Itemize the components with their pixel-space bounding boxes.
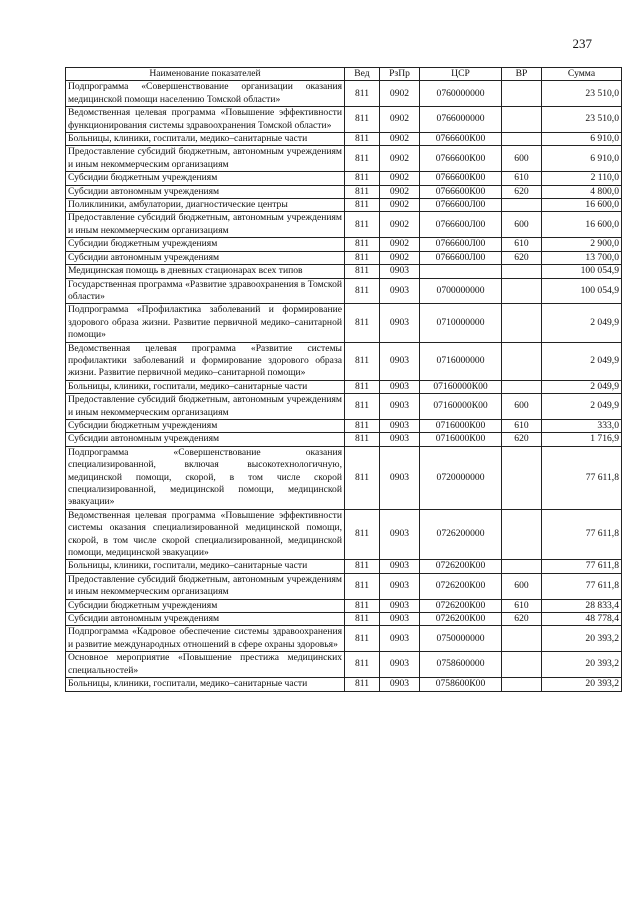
cell-sum: 100 054,9 <box>542 278 622 304</box>
cell-csr: 0710000000 <box>420 304 502 342</box>
cell-rzpr: 0903 <box>380 419 420 432</box>
header-row <box>66 68 622 81</box>
cell-csr: 0766600К00 <box>420 146 502 172</box>
table-row <box>66 199 622 212</box>
cell-ved: 811 <box>345 573 380 599</box>
cell-csr: 0726200К00 <box>420 613 502 626</box>
cell-name: Субсидии бюджетным учреждениям <box>66 172 345 185</box>
table-row <box>66 251 622 264</box>
header-sum: Сумма <box>542 68 622 81</box>
table-row <box>66 573 622 599</box>
table-row <box>66 652 622 678</box>
cell-ved: 811 <box>345 419 380 432</box>
cell-sum: 77 611,8 <box>542 509 622 560</box>
table-row <box>66 107 622 133</box>
table-row <box>66 446 622 509</box>
cell-sum: 6 910,0 <box>542 146 622 172</box>
header-name: Наименование показателей <box>66 68 345 81</box>
table-row <box>66 185 622 198</box>
header-ved: Вед <box>345 68 380 81</box>
cell-csr: 07160000К00 <box>420 380 502 393</box>
cell-sum: 1 716,9 <box>542 433 622 446</box>
cell-ved: 811 <box>345 172 380 185</box>
cell-ved: 811 <box>345 185 380 198</box>
cell-vr <box>502 678 542 691</box>
cell-name: Больницы, клиники, госпитали, медико–санитарные части <box>66 560 345 573</box>
cell-name: Ведомственная целевая программа «Развитие системы профилактики заболеваний и формирование здорового образа жизни. Развитие первичной медико–санитарной помощи» <box>66 342 345 380</box>
cell-sum: 77 611,8 <box>542 560 622 573</box>
cell-ved: 811 <box>345 251 380 264</box>
cell-vr: 610 <box>502 238 542 251</box>
budget-table <box>65 67 622 692</box>
table-row <box>66 265 622 278</box>
cell-csr: 0766600К00 <box>420 133 502 146</box>
table-row <box>66 146 622 172</box>
cell-ved: 811 <box>345 599 380 612</box>
cell-ved: 811 <box>345 133 380 146</box>
cell-rzpr: 0902 <box>380 238 420 251</box>
cell-sum: 16 600,0 <box>542 212 622 238</box>
cell-vr: 620 <box>502 185 542 198</box>
cell-rzpr: 0903 <box>380 599 420 612</box>
cell-rzpr: 0902 <box>380 133 420 146</box>
cell-sum: 23 510,0 <box>542 107 622 133</box>
cell-csr: 0766600Л00 <box>420 251 502 264</box>
cell-csr: 0766600Л00 <box>420 238 502 251</box>
cell-sum: 20 393,2 <box>542 652 622 678</box>
cell-csr: 0766600К00 <box>420 172 502 185</box>
cell-csr: 0726200К00 <box>420 560 502 573</box>
cell-csr: 0716000К00 <box>420 419 502 432</box>
cell-rzpr: 0903 <box>380 342 420 380</box>
cell-sum: 333,0 <box>542 419 622 432</box>
cell-vr <box>502 380 542 393</box>
cell-ved: 811 <box>345 212 380 238</box>
table-row <box>66 626 622 652</box>
table-row <box>66 560 622 573</box>
cell-ved: 811 <box>345 380 380 393</box>
cell-rzpr: 0903 <box>380 613 420 626</box>
header-csr: ЦСР <box>420 68 502 81</box>
table-row <box>66 172 622 185</box>
cell-rzpr: 0903 <box>380 573 420 599</box>
cell-name: Медицинская помощь в дневных стационарах всех типов <box>66 265 345 278</box>
cell-name: Субсидии бюджетным учреждениям <box>66 238 345 251</box>
cell-sum: 2 900,0 <box>542 238 622 251</box>
cell-name: Субсидии автономным учреждениям <box>66 613 345 626</box>
cell-sum: 2 049,9 <box>542 394 622 420</box>
cell-sum: 4 800,0 <box>542 185 622 198</box>
cell-rzpr: 0902 <box>380 212 420 238</box>
cell-ved: 811 <box>345 199 380 212</box>
table-body <box>66 81 622 691</box>
cell-rzpr: 0902 <box>380 172 420 185</box>
cell-rzpr: 0903 <box>380 265 420 278</box>
cell-sum: 23 510,0 <box>542 81 622 107</box>
cell-sum: 2 049,9 <box>542 342 622 380</box>
cell-vr <box>502 304 542 342</box>
cell-name: Подпрограмма «Совершенствование организации оказания медицинской помощи населению Томской области» <box>66 81 345 107</box>
cell-rzpr: 0902 <box>380 185 420 198</box>
cell-vr <box>502 265 542 278</box>
cell-sum: 16 600,0 <box>542 199 622 212</box>
table-header <box>66 68 622 81</box>
table-row <box>66 212 622 238</box>
cell-vr <box>502 278 542 304</box>
cell-sum: 20 393,2 <box>542 626 622 652</box>
cell-name: Больницы, клиники, госпитали, медико–санитарные части <box>66 678 345 691</box>
cell-csr: 0726200000 <box>420 509 502 560</box>
cell-csr: 0716000К00 <box>420 433 502 446</box>
header-vr: ВР <box>502 68 542 81</box>
cell-ved: 811 <box>345 613 380 626</box>
cell-vr <box>502 81 542 107</box>
cell-ved: 811 <box>345 433 380 446</box>
table-row <box>66 81 622 107</box>
cell-ved: 811 <box>345 81 380 107</box>
cell-name: Субсидии бюджетным учреждениям <box>66 419 345 432</box>
cell-sum: 2 049,9 <box>542 380 622 393</box>
cell-name: Поликлиники, амбулатории, диагностические центры <box>66 199 345 212</box>
cell-vr <box>502 199 542 212</box>
cell-vr: 610 <box>502 599 542 612</box>
cell-ved: 811 <box>345 394 380 420</box>
cell-sum: 100 054,9 <box>542 265 622 278</box>
cell-ved: 811 <box>345 626 380 652</box>
cell-csr: 0750000000 <box>420 626 502 652</box>
cell-vr: 620 <box>502 251 542 264</box>
cell-sum: 77 611,8 <box>542 446 622 509</box>
cell-vr: 610 <box>502 419 542 432</box>
cell-vr: 620 <box>502 433 542 446</box>
cell-sum: 13 700,0 <box>542 251 622 264</box>
cell-ved: 811 <box>345 238 380 251</box>
cell-vr: 600 <box>502 212 542 238</box>
cell-csr: 0766000000 <box>420 107 502 133</box>
table-row <box>66 613 622 626</box>
header-rzpr: РзПр <box>380 68 420 81</box>
cell-name: Больницы, клиники, госпитали, медико–санитарные части <box>66 133 345 146</box>
cell-rzpr: 0903 <box>380 304 420 342</box>
cell-vr <box>502 342 542 380</box>
cell-ved: 811 <box>345 146 380 172</box>
cell-name: Предоставление субсидий бюджетным, автономным учреждениям и иным некоммерческим организациям <box>66 212 345 238</box>
cell-vr: 620 <box>502 613 542 626</box>
cell-vr: 600 <box>502 146 542 172</box>
cell-name: Подпрограмма «Кадровое обеспечение системы здравоохранения и развитие международных отношений в сфере охраны здоровья» <box>66 626 345 652</box>
cell-name: Предоставление субсидий бюджетным, автономным учреждениям и иным некоммерческим организациям <box>66 573 345 599</box>
cell-ved: 811 <box>345 560 380 573</box>
table-row <box>66 278 622 304</box>
table-row <box>66 394 622 420</box>
table-row <box>66 380 622 393</box>
cell-name: Ведомственная целевая программа «Повышение эффективности функционирования системы здравоохранения Томской области» <box>66 107 345 133</box>
cell-sum: 2 110,0 <box>542 172 622 185</box>
table-row <box>66 419 622 432</box>
cell-vr: 600 <box>502 394 542 420</box>
cell-vr: 610 <box>502 172 542 185</box>
cell-sum: 48 778,4 <box>542 613 622 626</box>
cell-csr: 0726200К00 <box>420 573 502 599</box>
cell-csr: 0758600000 <box>420 652 502 678</box>
cell-rzpr: 0903 <box>380 446 420 509</box>
cell-name: Предоставление субсидий бюджетным, автономным учреждениям и иным некоммерческим организациям <box>66 394 345 420</box>
cell-name: Субсидии автономным учреждениям <box>66 251 345 264</box>
cell-sum: 6 910,0 <box>542 133 622 146</box>
cell-sum: 2 049,9 <box>542 304 622 342</box>
cell-rzpr: 0903 <box>380 509 420 560</box>
cell-csr: 0720000000 <box>420 446 502 509</box>
cell-rzpr: 0902 <box>380 251 420 264</box>
cell-vr: 600 <box>502 573 542 599</box>
cell-name: Государственная программа «Развитие здравоохранения в Томской области» <box>66 278 345 304</box>
cell-csr: 0766600Л00 <box>420 199 502 212</box>
cell-ved: 811 <box>345 304 380 342</box>
cell-name: Предоставление субсидий бюджетным, автономным учреждениям и иным некоммерческим организациям <box>66 146 345 172</box>
table-row <box>66 509 622 560</box>
cell-rzpr: 0903 <box>380 626 420 652</box>
cell-csr: 0760000000 <box>420 81 502 107</box>
cell-csr: 0726200К00 <box>420 599 502 612</box>
cell-name: Подпрограмма «Совершенствование оказания специализированной, включая высокотехнологичную, медицинской помощи, скорой, в том числе скорой специализированной, медицинской помощи, медицинской эвакуации» <box>66 446 345 509</box>
table-row <box>66 433 622 446</box>
cell-name: Больницы, клиники, госпитали, медико–санитарные части <box>66 380 345 393</box>
cell-sum: 77 611,8 <box>542 573 622 599</box>
cell-rzpr: 0902 <box>380 81 420 107</box>
table-row <box>66 304 622 342</box>
cell-csr: 0766600К00 <box>420 185 502 198</box>
cell-csr: 0758600К00 <box>420 678 502 691</box>
table-row <box>66 238 622 251</box>
table-row <box>66 133 622 146</box>
cell-csr: 0700000000 <box>420 278 502 304</box>
cell-ved: 811 <box>345 342 380 380</box>
cell-vr <box>502 626 542 652</box>
cell-vr <box>502 509 542 560</box>
cell-csr <box>420 265 502 278</box>
cell-vr <box>502 446 542 509</box>
cell-csr: 0766600Л00 <box>420 212 502 238</box>
cell-name: Субсидии бюджетным учреждениям <box>66 599 345 612</box>
cell-name: Субсидии автономным учреждениям <box>66 433 345 446</box>
cell-ved: 811 <box>345 652 380 678</box>
cell-name: Ведомственная целевая программа «Повышение эффективности системы оказания специализированной медицинской помощи, скорой, в том числе скорой специализированной, медицинской помощи, медицинской эвакуации» <box>66 509 345 560</box>
cell-vr <box>502 107 542 133</box>
cell-rzpr: 0903 <box>380 652 420 678</box>
cell-rzpr: 0902 <box>380 199 420 212</box>
cell-rzpr: 0902 <box>380 146 420 172</box>
cell-sum: 20 393,2 <box>542 678 622 691</box>
cell-ved: 811 <box>345 278 380 304</box>
cell-rzpr: 0903 <box>380 380 420 393</box>
cell-sum: 28 833,4 <box>542 599 622 612</box>
table-row <box>66 342 622 380</box>
cell-ved: 811 <box>345 446 380 509</box>
cell-rzpr: 0903 <box>380 278 420 304</box>
cell-csr: 0716000000 <box>420 342 502 380</box>
cell-vr <box>502 652 542 678</box>
table-row <box>66 599 622 612</box>
cell-rzpr: 0903 <box>380 560 420 573</box>
page-number: 237 <box>572 36 592 51</box>
cell-rzpr: 0903 <box>380 433 420 446</box>
cell-ved: 811 <box>345 107 380 133</box>
cell-name: Субсидии автономным учреждениям <box>66 185 345 198</box>
cell-rzpr: 0903 <box>380 678 420 691</box>
cell-rzpr: 0903 <box>380 394 420 420</box>
cell-rzpr: 0902 <box>380 107 420 133</box>
cell-csr: 07160000К00 <box>420 394 502 420</box>
table-row <box>66 678 622 691</box>
cell-ved: 811 <box>345 509 380 560</box>
cell-name: Основное мероприятие «Повышение престижа медицинских специальностей» <box>66 652 345 678</box>
cell-name: Подпрограмма «Профилактика заболеваний и формирование здорового образа жизни. Развитие первичной медико–санитарной помощи» <box>66 304 345 342</box>
cell-vr <box>502 133 542 146</box>
cell-ved: 811 <box>345 265 380 278</box>
cell-vr <box>502 560 542 573</box>
cell-ved: 811 <box>345 678 380 691</box>
